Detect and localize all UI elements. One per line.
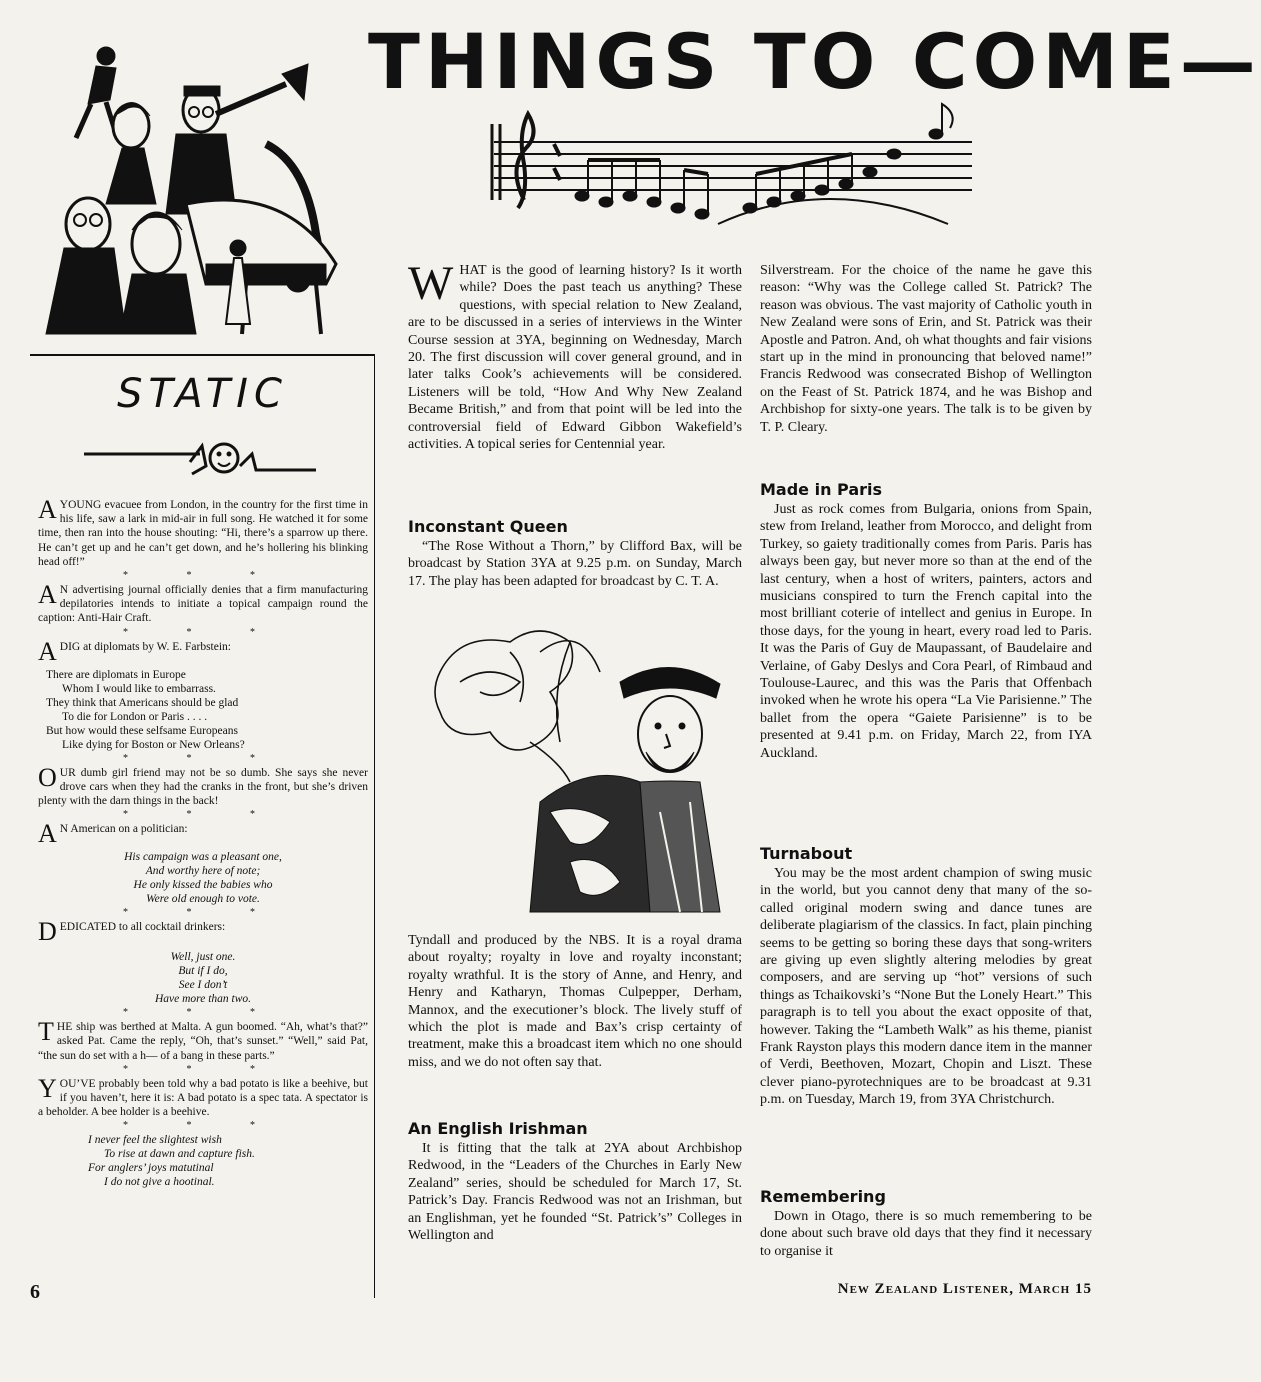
intro-dropcap: W (408, 257, 454, 310)
static-item-text: N American on a politician: (59, 823, 188, 836)
page-headline: THINGS TO COME— (368, 17, 1261, 106)
static-item-lead: Y (38, 1073, 57, 1103)
verse-line: He only kissed the babies who (133, 879, 273, 892)
remembering-section (760, 1186, 1092, 1260)
section-heading: Turnabout (760, 844, 853, 863)
section-text: Silverstream. For the choice of the name he gave this reason: “Why was the College called St. Patrick? The reason was obvious. The vast majority of Catholic youth in New Zealand were sons of Erin, and St. Patrick was their Apostle and Patron. And, oh what thoughts and fair visions start up in the mind in pronouncing that beloved name!” Francis Redwood was consecrated Bishop of Wellington on the Feast of St. Patrick 1874, and he was Bishop and Archbishop for sixty-one years. The talk is to be given by T. P. Cleary. (760, 263, 1092, 435)
static-item-lead: A (38, 819, 57, 849)
static-item-text: DIG at diplomats by W. E. Farbstein: (59, 640, 231, 653)
static-item-lark (38, 495, 368, 569)
static-item-text: N advertising journal officially denies that a firm manufacturing depilatories intends to initiate a topical campaign round the caption: Anti-Hair Craft. (38, 584, 368, 625)
static-item-diplomats (38, 636, 368, 666)
static-item-lead: A (38, 636, 57, 666)
separator: * * * (123, 570, 283, 582)
separator: * * * (123, 1063, 283, 1075)
page-number: 6 (30, 1281, 40, 1303)
static-item-politician (38, 819, 368, 849)
section-heading: An English Irishman (408, 1119, 588, 1138)
static-item-text: EDICATED to all cocktail drinkers: (59, 921, 226, 934)
static-item-lead: A (38, 495, 57, 524)
separator: * * * (123, 1007, 283, 1019)
verse-line: Like dying for Boston or New Orleans? (62, 738, 245, 751)
musical-staff-illustration (488, 104, 978, 234)
diplomats-verse (38, 662, 368, 752)
verse-line: There are diplomats in Europe (46, 668, 186, 681)
section-heading: Remembering (760, 1187, 886, 1206)
english-irishman-continued (760, 262, 1092, 436)
intro-text: HAT is the good of learning history? Is it worth while? Does the past teach us anything? These questions, with special relation to New Zealand, are to be discussed in a series of interviews in the Winter Course session at 3YA, beginning on Wednesday, March 20. The first discussion will cover general ground, and in later talks Cook’s achievements will be considered. Listeners will be told, “How And Why New Zealand Became British,” and from that point will be led into the controversial field of Edward Gibbon Wakefield’s activities. A topical series for Centennial year. (408, 263, 742, 453)
verse-line: His campaign was a pleasant one, (124, 851, 282, 864)
verse-line: Have more than two. (154, 993, 252, 1006)
made-in-paris-section (760, 479, 1092, 762)
static-item-text: YOUNG evacuee from London, in the country for the first time in his life, saw a lark in mid-air in full song. He watched it for some time, then ran into the house shouting: “Hi, there’s a sparrow up there. He can’t get up and he can’t get down, and he’s hollering his blinking head off!” (38, 499, 368, 568)
static-item-girl-friend (38, 762, 368, 809)
inconstant-queen-continued (408, 932, 742, 1071)
static-title: STATIC (117, 371, 288, 417)
static-item-text: UR dumb girl friend may not be so dumb. She says she never drove cars when they had the cranks in the front, but she’s driven plenty with the darn things in the back! (38, 766, 368, 808)
static-column (30, 354, 375, 1298)
section-heading: Inconstant Queen (408, 517, 568, 536)
static-item-lead: A (38, 580, 57, 610)
static-items (38, 495, 368, 1189)
separator: * * * (123, 752, 283, 764)
separator: * * * (123, 809, 283, 821)
verse-line: But if I do, (178, 965, 228, 978)
static-item-text: OU’VE probably been told why a bad potato is like a beehive, but if you haven’t, here it is: A bad potato is a spec tata. A spectator is a beholder. A bee holder is a beehive. (38, 1077, 368, 1119)
static-item-potato (38, 1073, 368, 1120)
cocktail-verse (38, 942, 368, 1006)
inconstant-queen-section (408, 516, 742, 590)
separator: * * * (123, 626, 283, 638)
static-item-malta (38, 1017, 368, 1063)
intro-paragraph (408, 257, 742, 453)
verse-line: Well, just one. (170, 951, 236, 964)
section-text: You may be the most ardent champion of swing music in the world, but you cannot deny that many of the so-called original modern swing and dance tunes are deliberate plagiarism of the classics. In fact, plain pinching seems to be getting so boring these days that song-writers are giving up even slightly altering melodies by great composers, and are serving up “hot” versions of such things as Tchaikovski’s “None But the Lonely Heart.” This paragraph is to tell you about the exact opposite of that, however. Taking the “Lambeth Walk” as his theme, pianist Frank Rayston plays this modern dance item in the manner of Verdi, Beethoven, Mozart, Chopin and Liszt. These clever piano-pyrotechniques are to be broadcast at 9.31 p.m. on Tuesday, March 19, from 3YA Christchurch. (760, 866, 1092, 1108)
verse-line: To rise at dawn and capture fish. (104, 1148, 255, 1161)
static-item-lead: D (38, 917, 57, 947)
verse-line: See I don’t (178, 979, 228, 992)
verse-line: And worthy here of note; (145, 865, 261, 878)
static-item-cocktail (38, 917, 368, 947)
static-item-lead: T (38, 1017, 54, 1047)
section-text: Tyndall and produced by the NBS. It is a royal drama about royalty; royalty in love and royalty inconstant; royalty wrathful. It is the story of Anne, and Henry, and Henry and Katharyn, Thomas Culpepper, Derham, Mannox, and the executioner’s block. The lively stuff of which the plot is made and Bax’s crisp certainty of treatment, make this a broadcast item which no one should miss, and we do not often say that. (408, 933, 742, 1070)
separator: * * * (123, 907, 283, 919)
publication-footer: New Zealand Listener, March 15 (837, 1281, 1092, 1297)
section-text: Just as rock comes from Bulgaria, onions from Spain, stew from Ireland, leather from Morocco, and delight from Turkey, so gaiety traditionally comes from Paris. Paris has always been gay, but never more so than at the end of the last century, when a host of writers, painters, actors and musicians conspired to turn the French capital into the most brilliant coterie of intellect and genius in Europe. In those days, for the young in heart, every road led to Paris. It was the Paris of Guy de Maupassant, of Baudelaire and Verlaine, of Gaby Deslys and Cora Pearl, of Rimbaud and Toulouse-Laurec, and this was the Paris that Offenbach invoked when he wrote his opera “La Vie Parisienne.” The ballet from the opera “Gaiete Parisienne” is to be presented at 9.41 p.m. on Friday, March 22, from IYA Auckland. (760, 502, 1092, 761)
section-text: “The Rose Without a Thorn,” by Clifford Bax, will be broadcast by Station 3YA at 9.25 p.m. on Sunday, March 17. The play has been adapted for broadcast by C. T. A. (408, 539, 742, 589)
verse-line: But how would these selfsame Europeans (46, 724, 238, 737)
separator: * * * (123, 1120, 283, 1132)
intro-article (408, 257, 742, 453)
static-item-lead: O (38, 762, 57, 792)
static-item-text: HE ship was berthed at Malta. A gun boomed. “Ah, what’s that?” asked Pat. Came the reply, “Oh, that’s sunset.” “Well,” said Pat, “the sun do set with a h— of a bang in these parts.” (38, 1021, 368, 1062)
section-text: Down in Otago, there is so much remembering to be done about such brave old days that they find it necessary to organise it (760, 1209, 1092, 1259)
jazz-band-illustration (36, 34, 356, 344)
verse-line: For anglers’ joys matutinal (88, 1162, 214, 1175)
verse-line: To die for London or Paris . . . . (62, 710, 208, 723)
verse-line: Whom I would like to embarrass. (62, 682, 216, 695)
verse-line: They think that Americans should be glad (46, 696, 239, 709)
rose-and-king-illustration (420, 612, 740, 922)
static-item-depilatory (38, 580, 368, 626)
verse-line: I do not give a hootinal. (104, 1176, 215, 1189)
verse-line: Were old enough to vote. (146, 893, 260, 906)
angler-verse (38, 1133, 368, 1189)
section-text: It is fitting that the talk at 2YA about Archbishop Redwood, in the “Leaders of the Churches in Early New Zealand” series, should be scheduled for March 17, St. Patrick’s Day. Francis Redwood was not an Irishman, but an Englishman, yet he founded “St. Patrick’s” Colleges in Wellington and (408, 1141, 742, 1244)
verse-line: I never feel the slightest wish (88, 1134, 222, 1147)
section-heading: Made in Paris (760, 480, 883, 499)
turnabout-section (760, 843, 1092, 1109)
static-face-ornament (80, 436, 320, 486)
english-irishman-section (408, 1118, 742, 1244)
politician-verse (38, 844, 368, 906)
